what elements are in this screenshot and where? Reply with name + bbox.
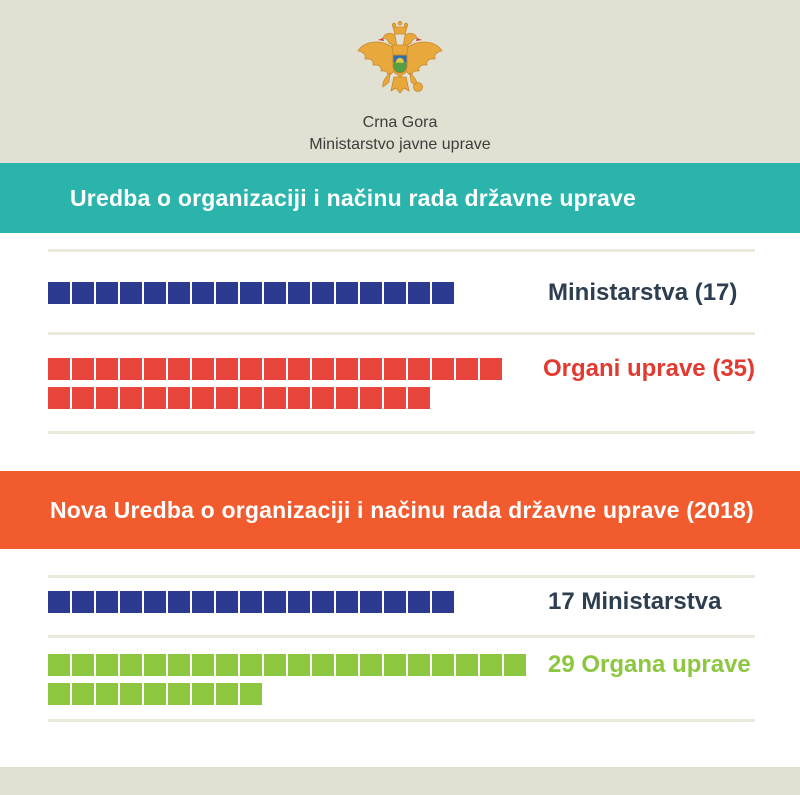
unit-square — [240, 387, 262, 409]
new-regulation-title: Nova Uredba o organizaciji i načinu rada državne uprave (2018) — [50, 496, 754, 523]
unit-square — [264, 358, 286, 380]
unit-square — [192, 683, 214, 705]
unit-square — [120, 282, 142, 304]
unit-square — [312, 654, 334, 676]
unit-square — [288, 282, 310, 304]
unit-square — [360, 387, 382, 409]
unit-square — [336, 282, 358, 304]
unit-square — [240, 683, 262, 705]
separator-line — [48, 332, 755, 335]
unit-square — [144, 654, 166, 676]
unit-square — [408, 654, 430, 676]
unit-square — [432, 591, 454, 613]
unit-square — [144, 683, 166, 705]
pictogram-row-organa-uprave-new — [48, 651, 755, 705]
unit-square — [264, 591, 286, 613]
old-regulation-chart — [0, 249, 800, 471]
unit-squares-organa-uprave-new — [48, 654, 528, 705]
unit-square — [216, 654, 238, 676]
unit-square — [288, 591, 310, 613]
unit-square — [216, 387, 238, 409]
unit-square — [336, 358, 358, 380]
unit-square — [144, 591, 166, 613]
unit-square — [192, 654, 214, 676]
unit-square — [120, 683, 142, 705]
separator-line — [48, 575, 755, 578]
unit-squares-ministarstva-old — [48, 282, 528, 304]
unit-square — [408, 387, 430, 409]
unit-square — [192, 591, 214, 613]
pictogram-row-ministarstva-old — [48, 279, 755, 306]
unit-square — [384, 358, 406, 380]
unit-squares-organi-uprave-old — [48, 358, 523, 409]
header-country: Crna Gora — [362, 114, 438, 131]
pictogram-row-ministarstva-new — [48, 588, 755, 615]
pictogram-row-organi-uprave-old — [48, 355, 755, 409]
header-ministry: Ministarstvo javne uprave — [309, 136, 491, 153]
unit-square — [168, 591, 190, 613]
separator-line — [48, 719, 755, 722]
unit-square — [72, 591, 94, 613]
unit-square — [96, 282, 118, 304]
unit-square — [384, 282, 406, 304]
unit-square — [312, 591, 334, 613]
unit-square — [288, 654, 310, 676]
unit-square — [216, 358, 238, 380]
unit-square — [72, 387, 94, 409]
unit-square — [72, 282, 94, 304]
unit-square — [384, 387, 406, 409]
old-regulation-title: Uredba o organizaciji i načinu rada državne uprave — [70, 184, 636, 211]
masthead — [0, 0, 800, 163]
unit-square — [336, 654, 358, 676]
unit-square — [96, 591, 118, 613]
unit-square — [240, 282, 262, 304]
separator-line — [48, 249, 755, 252]
unit-square — [168, 358, 190, 380]
separator-line — [48, 431, 755, 434]
unit-square — [240, 358, 262, 380]
unit-square — [432, 282, 454, 304]
unit-square — [48, 358, 70, 380]
unit-square — [360, 358, 382, 380]
unit-square — [96, 654, 118, 676]
unit-square — [72, 683, 94, 705]
unit-square — [96, 683, 118, 705]
unit-square — [192, 387, 214, 409]
unit-square — [192, 358, 214, 380]
unit-square — [432, 654, 454, 676]
footer-strip — [0, 767, 800, 795]
unit-square — [168, 387, 190, 409]
separator-line — [48, 635, 755, 638]
unit-square — [264, 654, 286, 676]
unit-square — [120, 387, 142, 409]
unit-square — [120, 358, 142, 380]
unit-square — [432, 358, 454, 380]
unit-square — [144, 387, 166, 409]
unit-square — [360, 591, 382, 613]
unit-square — [384, 591, 406, 613]
banner-old-regulation — [0, 163, 800, 233]
unit-square — [168, 654, 190, 676]
unit-square — [168, 282, 190, 304]
montenegro-coat-of-arms-icon — [0, 0, 800, 108]
unit-square — [96, 387, 118, 409]
unit-square — [48, 591, 70, 613]
unit-square — [264, 387, 286, 409]
unit-square — [288, 387, 310, 409]
unit-square — [360, 282, 382, 304]
unit-square — [72, 654, 94, 676]
row-label-ministarstva-new: 17 Ministarstva — [548, 588, 722, 615]
unit-square — [192, 282, 214, 304]
unit-square — [408, 591, 430, 613]
unit-square — [72, 358, 94, 380]
unit-square — [336, 591, 358, 613]
row-label-organi-uprave-old: Organi uprave (35) — [542, 355, 755, 382]
unit-square — [144, 358, 166, 380]
unit-square — [120, 654, 142, 676]
unit-square — [480, 358, 502, 380]
unit-square — [504, 654, 526, 676]
row-label-organa-uprave-new: 29 Organa uprave — [548, 651, 751, 678]
unit-square — [48, 683, 70, 705]
unit-square — [456, 358, 478, 380]
unit-square — [288, 358, 310, 380]
unit-square — [408, 282, 430, 304]
unit-square — [240, 591, 262, 613]
unit-square — [264, 282, 286, 304]
unit-square — [336, 387, 358, 409]
banner-new-regulation — [0, 471, 800, 549]
unit-square — [312, 387, 334, 409]
unit-square — [48, 282, 70, 304]
unit-square — [384, 654, 406, 676]
unit-square — [240, 654, 262, 676]
unit-square — [312, 282, 334, 304]
unit-square — [216, 282, 238, 304]
unit-square — [48, 654, 70, 676]
unit-square — [216, 683, 238, 705]
unit-square — [48, 387, 70, 409]
unit-square — [480, 654, 502, 676]
unit-square — [144, 282, 166, 304]
unit-square — [456, 654, 478, 676]
unit-square — [120, 591, 142, 613]
unit-square — [360, 654, 382, 676]
unit-square — [312, 358, 334, 380]
unit-square — [408, 358, 430, 380]
unit-square — [96, 358, 118, 380]
unit-squares-ministarstva-new — [48, 591, 528, 613]
unit-square — [216, 591, 238, 613]
unit-square — [168, 683, 190, 705]
row-label-ministarstva-old: Ministarstva (17) — [548, 279, 738, 306]
new-regulation-chart — [0, 575, 800, 767]
